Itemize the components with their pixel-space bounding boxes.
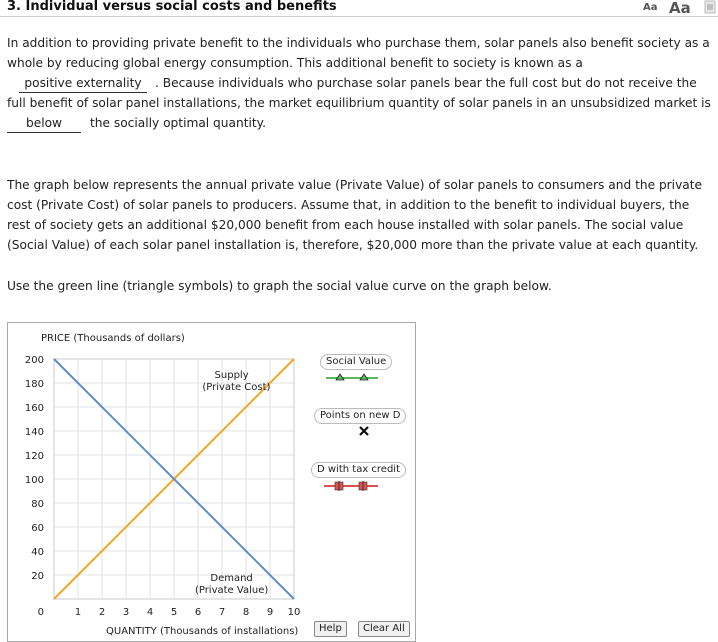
supply-label-sub: (Private Cost) <box>202 382 271 394</box>
y-tick-label: 140 <box>24 427 44 438</box>
tax-credit-plus-icon[interactable] <box>335 481 343 491</box>
y-tick-label: 100 <box>24 475 44 486</box>
title-divider <box>0 16 718 17</box>
supply-label: Supply <box>214 370 249 382</box>
font-decrease-button[interactable]: Aa <box>643 2 658 13</box>
supply-demand-chart[interactable] <box>8 323 415 641</box>
demand-label-sub: (Private Value) <box>194 585 269 596</box>
points-new-d-legend[interactable]: Points on new D <box>314 408 406 424</box>
description-paragraph: The graph below represents the annual private value (Private Value) of solar panels to consumers and the private cost (Private Cost) of solar panels to producers. Assume that, in addition to the benefit to individual buyers, the rest of society gets an additional $20,000 benefit from each house installed with solar panels. The social value (Social Value) of each solar panel installation is, therefore, $20,000 more than the private value at each quantity. <box>7 178 703 252</box>
y-tick-label: 20 <box>31 571 44 582</box>
x-tick-label: 9 <box>266 607 274 618</box>
quantity-comparison-dropdown[interactable]: below <box>7 115 81 133</box>
x-tick-label: 10 <box>287 607 301 618</box>
x-tick-label: 7 <box>218 607 226 618</box>
x-tick-label: 5 <box>170 607 178 618</box>
y-tick-label: 80 <box>31 499 44 510</box>
y-axis-label: PRICE (Thousands of dollars) <box>41 333 185 344</box>
y-tick-label: 120 <box>24 451 44 462</box>
y-tick-label: 0 <box>37 607 44 618</box>
demand-label: Demand <box>210 573 253 584</box>
social-value-legend[interactable]: Social Value <box>320 354 392 370</box>
tax-credit-legend[interactable]: D with tax credit <box>311 462 406 478</box>
x-tick-label: 3 <box>122 607 130 618</box>
x-tick-label: 8 <box>242 607 250 618</box>
clear-all-button[interactable]: Clear All <box>358 621 410 637</box>
points-new-d-x-icon[interactable] <box>360 427 368 435</box>
y-tick-label: 200 <box>24 355 44 366</box>
graph-panel[interactable] <box>7 322 416 642</box>
font-increase-button[interactable]: Aa <box>669 0 691 17</box>
y-tick-label: 40 <box>31 547 44 558</box>
intro-paragraph: In addition to providing private benefit to the individuals who purchase them, solar panels also benefit society as a whole by reducing global energy consumption. This additional benefit to society is known as a positive externality . Because individuals who purchase solar panels bear the full cost but do not receive the full benefit of solar panel installations, the market equilibrium quantity of solar panels in an unsubsidized market is below the socially optimal quantity. <box>7 33 713 133</box>
x-tick-label: 4 <box>146 607 154 618</box>
y-tick-label: 160 <box>24 403 44 414</box>
instruction-text: Use the green line (triangle symbols) to graph the social value curve on the graph below. <box>7 279 552 293</box>
x-tick-label: 2 <box>98 607 106 618</box>
tax-credit-plus-icon[interactable] <box>359 481 367 491</box>
y-tick-label: 60 <box>31 523 44 534</box>
help-button[interactable]: Help <box>314 621 347 637</box>
scroll-handle-icon[interactable] <box>704 0 716 14</box>
externality-dropdown[interactable]: positive externality <box>19 75 147 93</box>
x-tick-label: 6 <box>194 607 202 618</box>
x-tick-label: 1 <box>74 607 82 618</box>
question-title: 3. Individual versus social costs and benefits <box>7 0 337 14</box>
x-axis-label: QUANTITY (Thousands of installations) <box>106 626 299 637</box>
y-tick-label: 180 <box>24 379 44 390</box>
chart-line-labels <box>195 370 271 596</box>
